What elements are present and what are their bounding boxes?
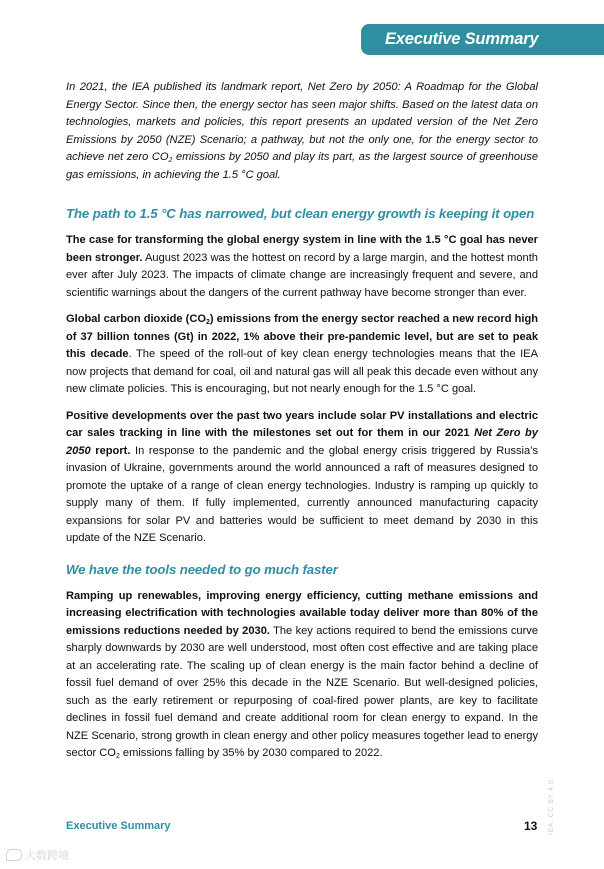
section-path-to-1-5 [66, 206, 538, 548]
page-number: 13 [524, 819, 538, 833]
paragraph-positive-developments: Positive developments over the past two years include solar PV installations and electric car sales tracking in line with the milestones set out for them in our 2021 Net Zero by 2050 report. In response to the pandemic and the global energy crisis triggered by Russia’s invasion of Ukraine, governments around the world announced a raft of measures designed to promote the uptake of a range of clean energy technologies. Industry is ramping up quickly to supply many of them. If fully implemented, currently announced manufacturing capacity expansions for solar PV and batteries would be sufficient to meet demand by 2030 in this update of the NZE Scenario. [66, 409, 538, 544]
section-header-tab [361, 24, 604, 55]
license-text: IEA. CC BY 4.0. [548, 777, 555, 835]
page-content [66, 79, 538, 772]
section-header-label: Executive Summary [385, 30, 539, 48]
chat-bubble-icon [6, 849, 22, 861]
intro-paragraph: In 2021, the IEA published its landmark report, Net Zero by 2050: A Roadmap for the Global Energy Sector. Since then, the energy sector has seen major shifts. Based on the latest data on technologies, markets and policies, this report presents an updated version of the Net Zero Emissions by 2050 (NZE) Scenario; a pathway, but not the only one, for the energy sector to achieve net zero $CO_2$ emissions by 2050 and play its part, as the largest source of greenhouse gas emissions, in achieving the 1.5 °C goal. [66, 81, 538, 181]
paragraph-case-for-transforming: The case for transforming the global energy system in line with the 1.5 °C goal has never been stronger. August 2023 was the hottest on record by a large margin, and the hottest month ever after July 2023. The impacts of climate change are increasingly frequent and severe, and scientific warnings about the dangers of the current pathway have become stronger than ever. [66, 234, 538, 299]
section-heading: We have the tools needed to go much faster [66, 561, 338, 577]
footer-section-title: Executive Summary [66, 820, 171, 832]
watermark [6, 847, 69, 863]
watermark-text: 大数跨境 [25, 850, 69, 862]
section-heading: The path to 1.5 °C has narrowed, but clean energy growth is keeping it open [66, 206, 535, 221]
section-tools-needed [66, 562, 538, 763]
paragraph-co2-emissions: Global carbon dioxide $(CO_2)$ emissions from the energy sector reached a new record high of 37 billion tonnes (Gt) in 2022, 1% above their pre-pandemic level, but are set to peak this decade. The speed of the roll-out of key clean energy technologies means that the IEA now projects that demand for coal, oil and natural gas will all peak this decade even without any new climate policies. This is encouraging, but not nearly enough for the 1.5 °C goal. [66, 313, 538, 395]
paragraph-ramping-up: Ramping up renewables, improving energy efficiency, cutting methane emissions and increasing electrification with technologies available today deliver more than 80% of the emissions reductions needed by 2030. The key actions required to bend the emissions curve sharply downwards by 2030 are well understood, most often cost effective and are taking place at an accelerating rate. The scaling up of clean energy is the main factor behind a decline of fossil fuel demand of over 25% this decade in the NZE Scenario. But well-designed policies, such as the early retirement or repurposing of coal-fired power plants, are key to facilitate declines in fossil fuel demand and create additional room for clean energy to expand. In the NZE Scenario, strong growth in clean energy and other policy measures together lead to energy sector $CO_2$ emissions falling by 35% by 2030 compared to 2022. [66, 589, 538, 760]
